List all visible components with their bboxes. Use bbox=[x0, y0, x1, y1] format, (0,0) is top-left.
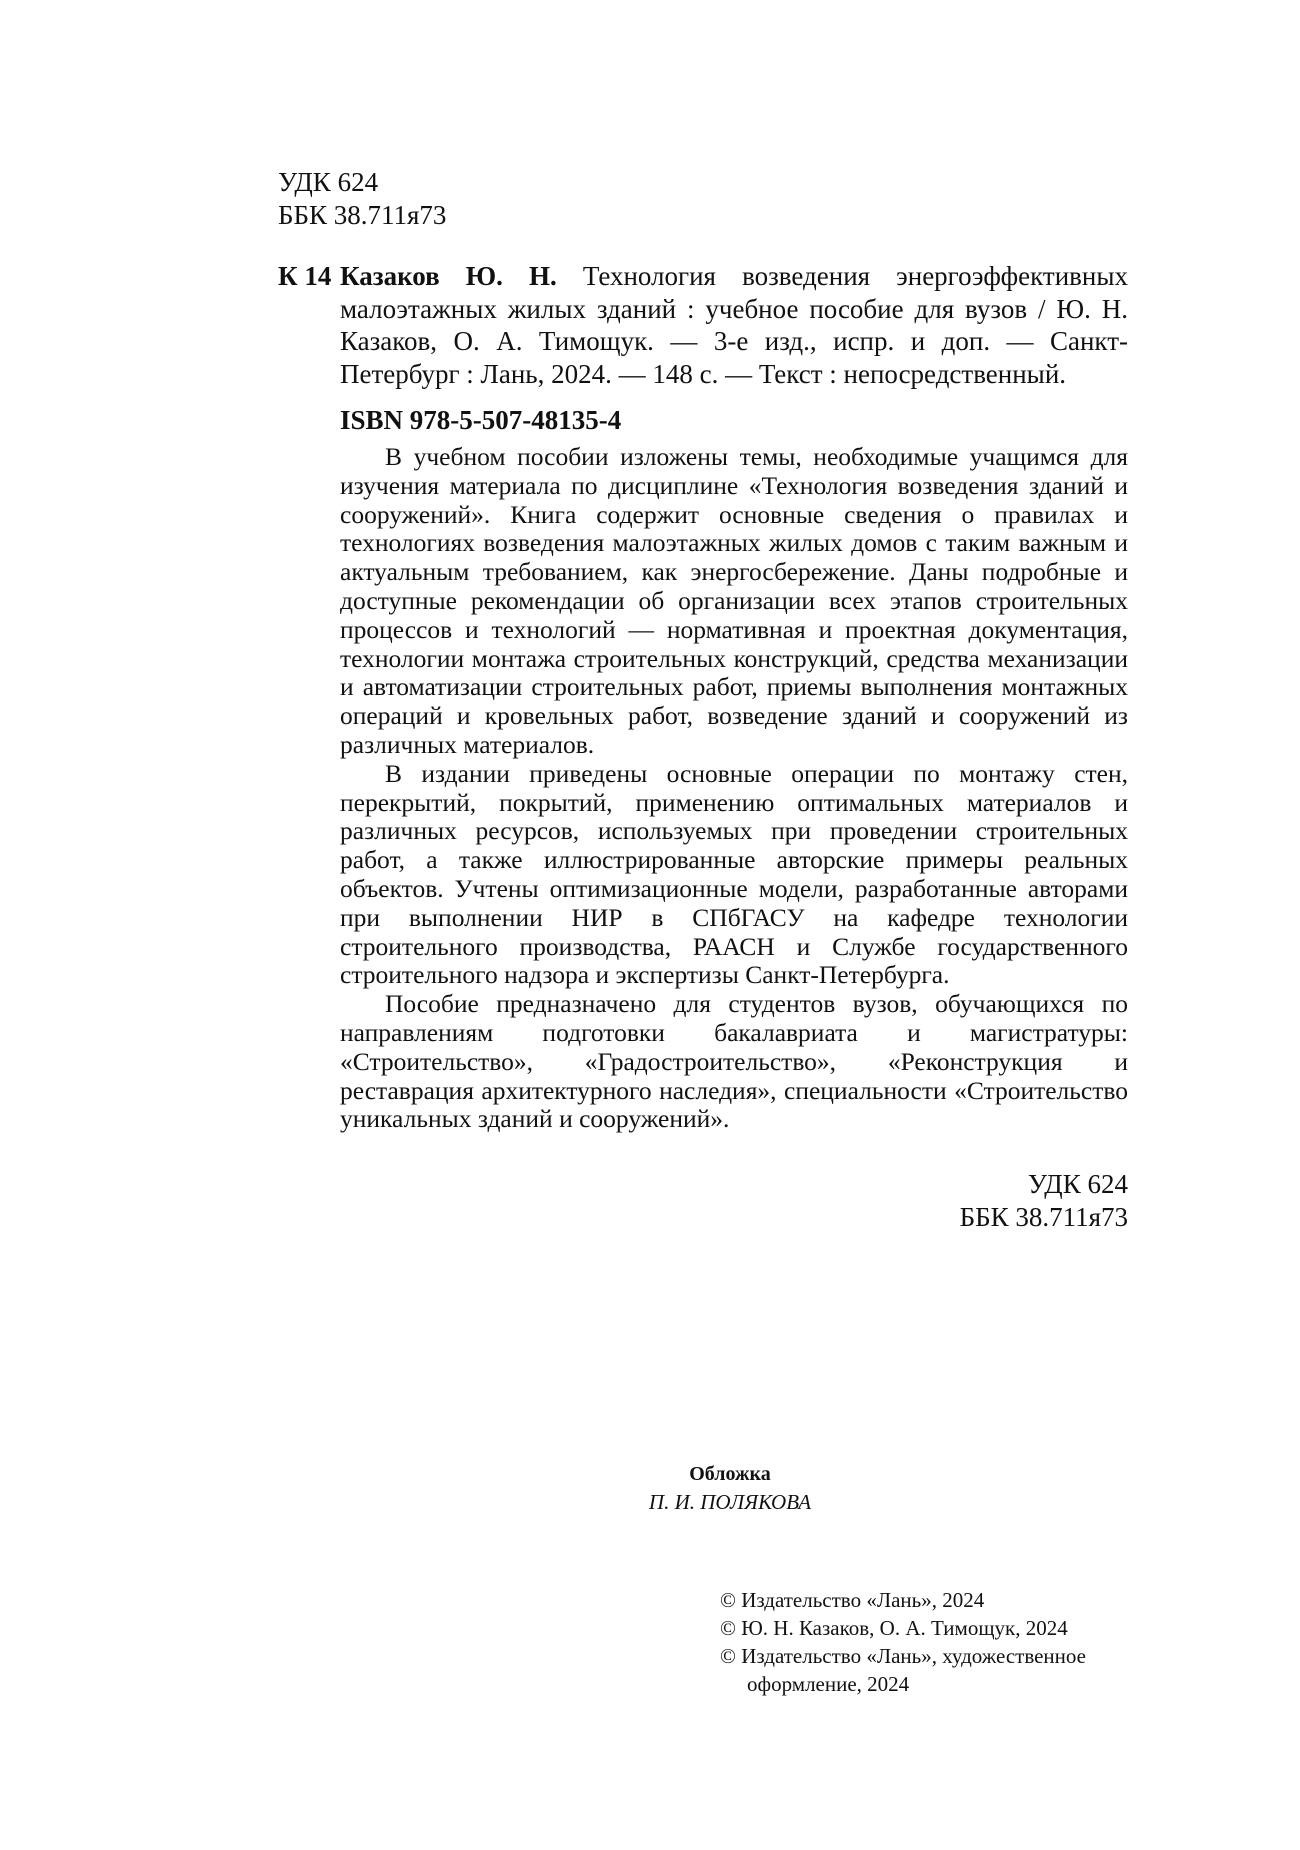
bbk-code: ББК 38.711я73 bbox=[278, 200, 447, 230]
cover-credit bbox=[580, 1460, 880, 1516]
bbk-code: ББК 38.711я73 bbox=[959, 1202, 1128, 1232]
isbn: ISBN 978-5-507-48135-4 bbox=[340, 405, 622, 435]
author-mark: К 14 bbox=[278, 261, 332, 291]
copyright-notices bbox=[720, 1586, 1086, 1698]
copyright-line: © Издательство «Лань», художественное bbox=[720, 1644, 1086, 1668]
copyright-line-continuation: оформление, 2024 bbox=[747, 1672, 910, 1696]
cover-designer: П. И. ПОЛЯКОВА bbox=[648, 1490, 812, 1514]
abstract-paragraph: В издании приведены основные операции по монтажу стен, перекрытий, покрытий, применению оптимальных материалов и различных ресурсов, используемых при проведении строительных работ, а также иллюстрированные авторские примеры реальных объектов. Учтены оптимизационные модели, разработанные авторами при выполнении НИР в СПбГАСУ на кафедре технологии строительного производства, РААСН и Службе государственного строительного надзора и экспертизы Санкт-Петербурга. bbox=[340, 758, 1128, 990]
copyright-line: © Издательство «Лань», 2024 bbox=[720, 1588, 985, 1612]
abstract-paragraph: Пособие предназначено для студентов вузов, обучающихся по направлениям подготовки бакалавриата и магистратуры: «Строительство», «Градостроительство», «Реконструкция и реставрация архитектурного наследия», специальности «Строительство уникальных зданий и сооружений». bbox=[340, 989, 1128, 1134]
abstract-paragraph: В учебном пособии изложены темы, необходимые учащимся для изучения материала по дисциплине «Технология возведения зданий и сооружений». Книга содержит основные сведения о правилах и технологиях возведения малоэтажных жилых домов с таким важным и актуальным требованием, как энергосбережение. Даны подробные и доступные рекомендации об организации всех этапов строительных процессов и технологий — нормативная и проектная документация, технологии монтажа строительных конструкций, средства механизации и автоматизации строительных работ, приемы выполнения монтажных операций и кровельных работ, возведение зданий и сооружений из различных материалов. bbox=[340, 442, 1128, 759]
udk-code: УДК 624 bbox=[1027, 1169, 1128, 1199]
copyright-line: © Ю. Н. Казаков, О. А. Тимощук, 2024 bbox=[720, 1616, 1068, 1640]
entry-description: Технология возведения энергоэффективных малоэтажных жилых зданий : учебное пособие для вузов / Ю. Н. Казаков, О. А. Тимощук. — 3-е изд., испр. и доп. — Санкт-Петербург : Лань, 2024. — 148 с. — Текст : непосредственный. bbox=[340, 261, 1128, 389]
cover-label: Обложка bbox=[689, 1463, 771, 1485]
classification-top bbox=[278, 166, 446, 232]
abstract bbox=[340, 443, 1128, 1134]
bibliographic-description bbox=[340, 260, 1128, 390]
classification-bottom bbox=[960, 1168, 1128, 1234]
udk-code: УДК 624 bbox=[278, 167, 379, 197]
entry-author: Казаков Ю. Н. bbox=[340, 261, 557, 291]
bibliographic-entry bbox=[278, 260, 1128, 390]
